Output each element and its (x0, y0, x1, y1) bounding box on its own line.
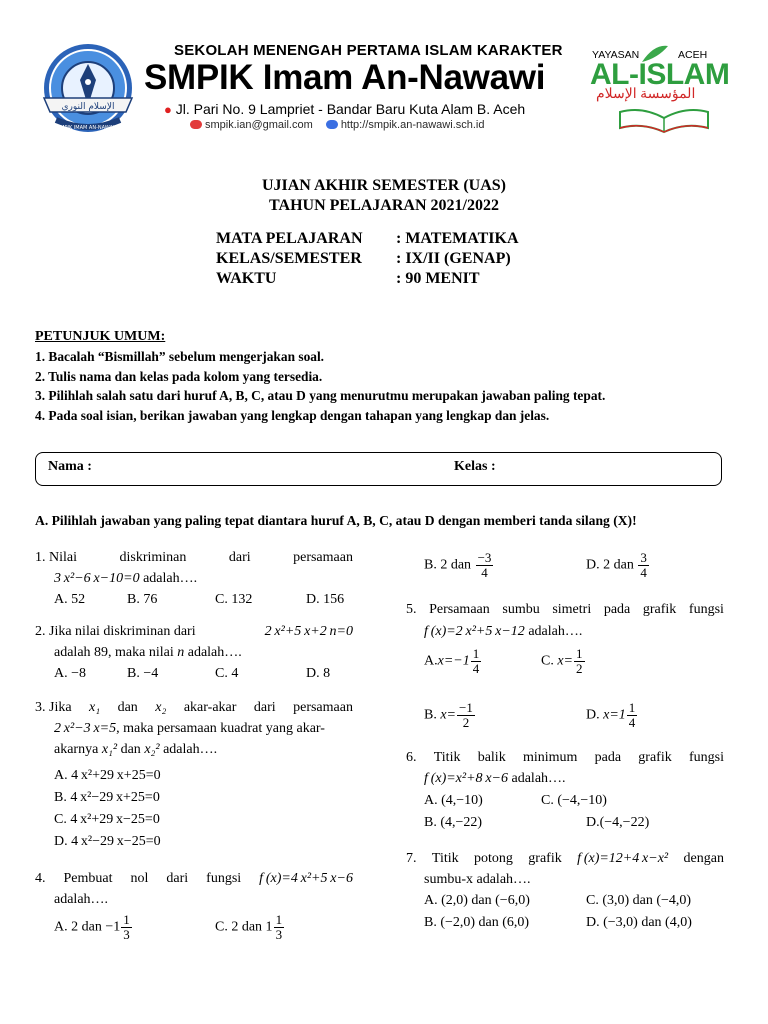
q4-word: Pembuat (63, 871, 113, 886)
academic-year: TAHUN PELAJARAN 2021/2022 (269, 197, 499, 214)
q3-line3 (54, 742, 217, 758)
q1-line1 (35, 550, 353, 566)
q6-word: grafik (638, 750, 672, 765)
q7-function: f (x)=12+4 x−x² (577, 851, 669, 866)
fraction: $\frac{-3}{4}$ (477, 550, 492, 580)
fraction: $\frac{-1}{2}$ (459, 700, 473, 730)
q4-line2: adalah…. (54, 892, 109, 907)
q3-word: dan (117, 700, 138, 715)
q5-option-c-eq: x= (557, 653, 574, 669)
q6-line1 (406, 750, 724, 766)
meta-value: : MATEMATIKA (396, 230, 519, 247)
svg-text:SMPIK IMAM AN-NAWAWI: SMPIK IMAM AN-NAWAWI (56, 125, 120, 131)
section-a-heading: A. Pilihlah jawaban yang paling tepat diantara huruf A, B, C, atau D dengan memberi tanda silang (X)! (35, 513, 637, 528)
q4-word: nol (130, 871, 149, 886)
meta-subject (216, 230, 519, 248)
q4-option-a-text: A. 2 dan −1 (54, 919, 121, 935)
q3-word: x₁ (89, 700, 101, 715)
fraction: $\frac{1}{4}$ (472, 646, 480, 676)
q6-word: minimum (522, 750, 578, 765)
q2-tail: adalah…. (184, 645, 242, 660)
q6-word: balik (477, 750, 506, 765)
q6-word: 6. (406, 750, 417, 765)
q2-var: n (177, 645, 185, 660)
instruction-item: 4. Pada soal isian, berikan jawaban yang lengkap dengan tahapan yang lengkap dan jelas. (35, 407, 550, 423)
q5-option-d-eq: x=1 (603, 707, 626, 723)
q3-option-b[interactable]: B. 4 x²−29 x+25=0 (54, 790, 160, 805)
q3-word: akar-akar (183, 700, 237, 715)
q5-word: fungsi (688, 602, 724, 617)
fraction: $\frac{3}{4}$ (640, 550, 647, 580)
q7-word: dengan (683, 851, 724, 866)
q2-option-c[interactable]: C. 4 (215, 666, 239, 681)
foundation-name: AL-ISLAM (590, 58, 730, 91)
school-email: smpik.ian@gmail.com (205, 119, 313, 131)
q5-word: Persamaan (429, 602, 490, 617)
q1-tail: adalah…. (139, 571, 198, 586)
school-contacts (190, 119, 484, 131)
q3-text: , maka persamaan kuadrat yang akar- (116, 721, 325, 736)
school-logo (36, 42, 140, 138)
instructions-list (35, 347, 605, 425)
school-type: SEKOLAH MENENGAH PERTAMA ISLAM KARAKTER (174, 42, 563, 59)
q5-word: sumbu (502, 602, 540, 617)
fraction: $\frac{1}{2}$ (576, 646, 583, 676)
q4-option-c[interactable] (215, 913, 285, 942)
instruction-item: 2. Tulis nama dan kelas pada kolom yang tersedia. (35, 368, 323, 384)
q5-option-a[interactable] (424, 647, 482, 676)
q1-equation: 3 x²−6 x−10=0 (54, 571, 140, 586)
q3-dan: dan (117, 742, 145, 757)
svg-text:الإسلام النوري: الإسلام النوري (61, 102, 115, 112)
q7-option-b[interactable]: B. (−2,0) dan (6,0) (424, 915, 530, 930)
web-icon (326, 120, 338, 129)
q4-option-d-text: D. 2 dan (586, 557, 634, 573)
q6-option-d[interactable]: D.(−4,−22) (586, 815, 650, 830)
q6-word: Titik (433, 750, 461, 765)
q2-option-b[interactable]: B. −4 (127, 666, 159, 681)
q2-option-a[interactable]: A. −8 (54, 666, 87, 681)
instructions-heading: PETUNJUK UMUM: (35, 329, 166, 344)
fraction: $\frac{1}{4}$ (628, 700, 636, 730)
q5-option-a-letter: A. (424, 653, 438, 669)
meta-value: : 90 MENIT (396, 270, 480, 287)
q6-option-b[interactable]: B. (4,−22) (424, 815, 483, 830)
q7-word: Titik (431, 851, 459, 866)
q5-option-d[interactable] (586, 701, 638, 730)
q4-word: fungsi (206, 871, 242, 886)
q7-line1 (406, 851, 724, 867)
q3-option-d[interactable]: D. 4 x²−29 x−25=0 (54, 834, 161, 849)
school-address (164, 101, 525, 117)
fraction: $\frac{1}{3}$ (275, 912, 283, 942)
q1-option-a[interactable]: A. 52 (54, 592, 86, 607)
q3-x2sq: x₂² (144, 742, 160, 757)
q5-option-d-letter: D. (586, 707, 600, 723)
q4-option-c-text: C. 2 dan 1 (215, 919, 273, 935)
q3-line2 (54, 721, 325, 737)
q5-option-c[interactable] (541, 647, 586, 676)
q1-option-c[interactable]: C. 132 (215, 592, 253, 607)
q1-word: dari (228, 550, 251, 565)
q4-line1 (35, 871, 353, 887)
q1-word: persamaan (293, 550, 353, 565)
q5-line1 (406, 602, 724, 618)
q5-option-a-eq: x=−1 (437, 653, 470, 669)
address-text: Jl. Pari No. 9 Lampriet - Bandar Baru Kuta Alam B. Aceh (175, 101, 526, 117)
q5-option-c-letter: C. (541, 653, 554, 669)
q5-word: 5. (406, 602, 417, 617)
q1-line2 (54, 571, 197, 587)
q3-word: persamaan (293, 700, 353, 715)
q2-text: adalah 89, maka nilai (54, 645, 178, 660)
q1-word: 1. Nilai (35, 550, 77, 565)
q7-option-c[interactable]: C. (3,0) dan (−4,0) (586, 893, 692, 908)
q3-line1 (35, 700, 353, 716)
q5-word: pada (603, 602, 631, 617)
q2-equation: 2 x²+5 x+2 n=0 (264, 624, 353, 639)
email-icon (190, 120, 202, 129)
q3-word: x₂ (155, 700, 167, 715)
q4-option-b[interactable] (424, 551, 494, 580)
q6-line2 (424, 771, 566, 787)
q1-word: diskriminan (119, 550, 187, 565)
q6-option-c[interactable]: C. (−4,−10) (541, 793, 607, 808)
meta-time (216, 270, 480, 288)
q3-equation: 2 x²−3 x=5 (54, 721, 117, 736)
foundation-region: ACEH (678, 49, 708, 61)
q2-line1 (35, 624, 353, 640)
q7-option-a[interactable]: A. (2,0) dan (−6,0) (424, 893, 530, 908)
q5-word: simetri (552, 602, 592, 617)
q7-word: 7. (406, 851, 417, 866)
q2-line2 (54, 645, 242, 661)
q5-word: grafik (642, 602, 677, 617)
q5-tail: adalah…. (524, 624, 583, 639)
meta-class (216, 250, 511, 268)
q3-x1sq: x₁² (101, 742, 118, 757)
q7-word: potong (474, 851, 513, 866)
book-icon (616, 104, 712, 134)
q5-option-b-eq: x= (440, 707, 457, 723)
q7-line2: sumbu-x adalah…. (424, 872, 531, 887)
q3-option-c[interactable]: C. 4 x²+29 x−25=0 (54, 812, 160, 827)
q7-option-d[interactable]: D. (−3,0) dan (4,0) (586, 915, 692, 930)
q6-option-a[interactable]: A. (4,−10) (424, 793, 483, 808)
q3-tail: adalah…. (159, 742, 218, 757)
q4-option-d[interactable] (586, 551, 650, 580)
q2-prefix: 2. Jika nilai diskriminan dari (35, 624, 196, 639)
q4-option-b-text: B. 2 dan (424, 557, 472, 573)
school-name: SMPIK Imam An-Nawawi (144, 58, 546, 97)
q4-option-a[interactable] (54, 913, 133, 942)
q6-tail: adalah…. (508, 771, 566, 786)
q4-word: dari (166, 871, 189, 886)
school-website: http://smpik.an-nawawi.sch.id (340, 119, 485, 131)
q4-function: f (x)=4 x²+5 x−6 (259, 871, 353, 886)
q7-word: grafik (528, 851, 562, 866)
q1-option-b[interactable]: B. 76 (127, 592, 158, 607)
q6-function: f (x)=x²+8 x−6 (424, 771, 508, 786)
q3-word: 3. Jika (35, 700, 72, 715)
instruction-item: 3. Pilihlah salah satu dari huruf A, B, C, atau D yang menurutmu merupakan jawaban paling tepat. (35, 388, 606, 403)
q6-word: pada (594, 750, 622, 765)
q5-option-b-letter: B. (424, 707, 437, 723)
q3-text: akarnya (54, 742, 102, 757)
meta-key: WAKTU (216, 270, 277, 287)
q5-function: f (x)=2 x²+5 x−12 (424, 624, 525, 639)
instruction-item: 1. Bacalah “Bismillah” sebelum mengerjakan soal. (35, 349, 325, 364)
q2-option-d[interactable]: D. 8 (306, 666, 331, 681)
meta-key: MATA PELAJARAN (216, 230, 363, 247)
location-pin-icon: ● (164, 102, 172, 117)
q1-option-d[interactable]: D. 156 (306, 592, 345, 607)
meta-key: KELAS/SEMESTER (216, 250, 362, 267)
fraction: $\frac{1}{3}$ (123, 912, 130, 942)
q5-option-b[interactable] (424, 701, 476, 730)
q4-word: 4. (35, 871, 46, 886)
q3-option-a[interactable]: A. 4 x²+29 x+25=0 (54, 768, 161, 783)
name-label: Nama : (48, 459, 92, 474)
foundation-arabic: المؤسسة الإسلام (596, 87, 696, 102)
foundation-yayasan: YAYASAN (592, 49, 640, 61)
identity-box[interactable] (35, 452, 722, 486)
q6-word: fungsi (688, 750, 724, 765)
class-label: Kelas : (454, 459, 496, 474)
exam-title: UJIAN AKHIR SEMESTER (UAS) (261, 177, 507, 194)
q3-word: dari (253, 700, 276, 715)
q5-line2 (424, 624, 582, 640)
meta-value: : IX/II (GENAP) (396, 250, 511, 267)
